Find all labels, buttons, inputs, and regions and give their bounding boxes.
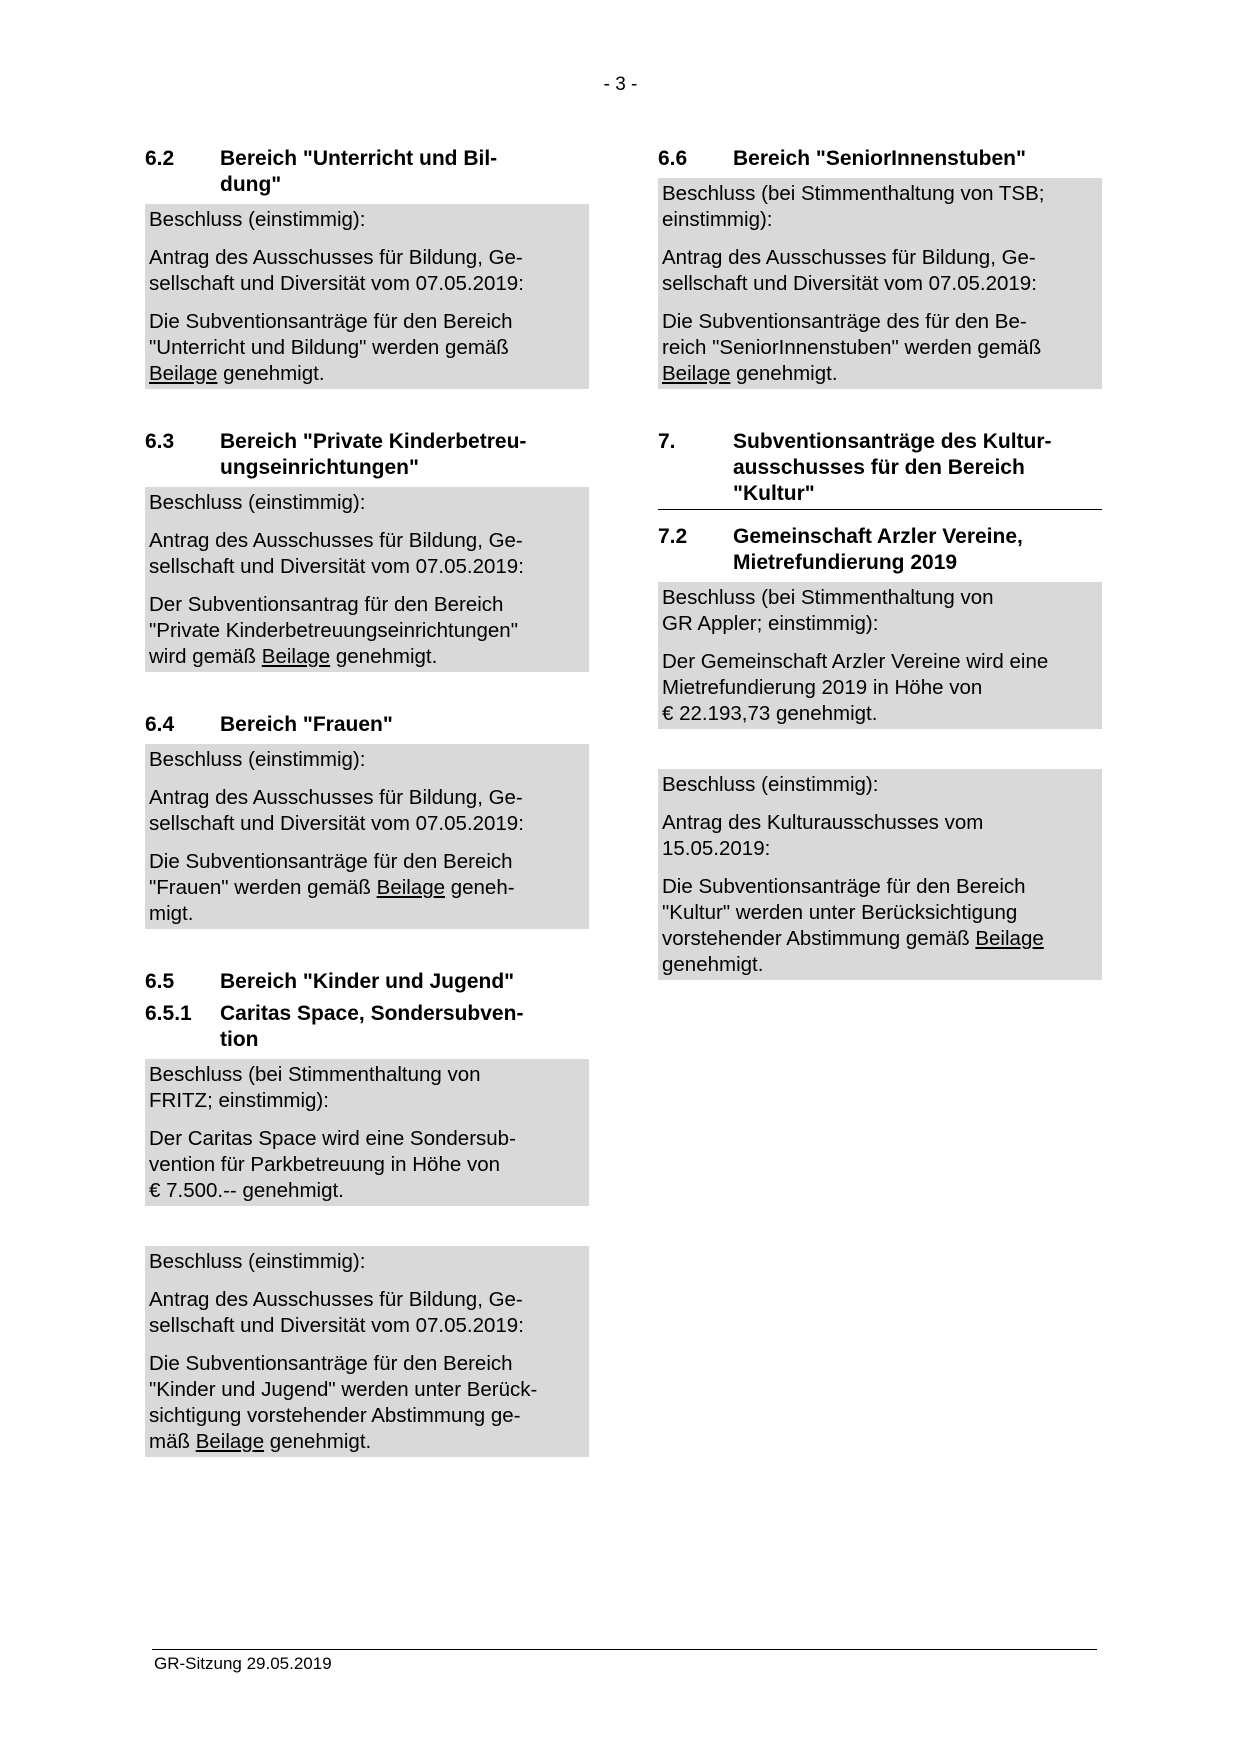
section-heading bbox=[658, 146, 1102, 172]
resolution-text: Der Gemeinschaft Arzler Vereine wird eine Mietrefundierung 2019 in Höhe von € 22.193,73 genehmigt. bbox=[662, 650, 1049, 725]
section-title: Bereich "Private Kinderbetreu- ungseinrichtungen" bbox=[220, 430, 527, 479]
section-number: 6.6 bbox=[658, 147, 688, 170]
resolution-text: Der Caritas Space wird eine Sondersub- vention für Parkbetreuung in Höhe von € 7.500.-- genehmigt. bbox=[149, 1127, 516, 1202]
beschluss-text: Beschluss (einstimmig): bbox=[149, 491, 366, 514]
section-heading bbox=[658, 429, 1102, 510]
resolution-text: Die Subventionsanträge für den Bereich "Unterricht und Bildung" werden gemäß Beilage genehmigt. bbox=[149, 310, 513, 385]
beilage-link[interactable]: Beilage bbox=[662, 362, 731, 385]
resolution-text: Die Subventionsanträge für den Bereich "Frauen" werden gemäß Beilage geneh- migt. bbox=[149, 850, 515, 925]
subsection-number: 6.5.1 bbox=[145, 1002, 192, 1025]
section-title: Subventionsanträge des Kultur- ausschusses für den Bereich "Kultur" bbox=[733, 430, 1052, 505]
antrag-text: Antrag des Ausschusses für Bildung, Ge- sellschaft und Diversität vom 07.05.2019: bbox=[149, 1288, 524, 1337]
beschluss-text: Beschluss (einstimmig): bbox=[149, 1250, 366, 1273]
section-6-6 bbox=[658, 146, 1102, 389]
beilage-link[interactable]: Beilage bbox=[195, 1430, 265, 1453]
decision-box bbox=[658, 582, 1102, 729]
section-number: 6.2 bbox=[145, 147, 175, 170]
antrag-text: Antrag des Ausschusses für Bildung, Ge- sellschaft und Diversität vom 07.05.2019: bbox=[149, 529, 524, 578]
subsection-heading bbox=[145, 1001, 589, 1053]
subsection-title: Caritas Space, Sondersubven- tion bbox=[220, 1002, 524, 1051]
section-7 bbox=[658, 429, 1102, 729]
beschluss-text: Beschluss (einstimmig): bbox=[149, 208, 366, 231]
section-title: Bereich "Unterricht und Bil- dung" bbox=[220, 147, 498, 196]
resolution-text: Der Subventionsantrag für den Bereich "Private Kinderbetreuungseinrichtungen" wird gemäß Beilage genehmigt. bbox=[149, 593, 518, 668]
section-heading bbox=[145, 146, 589, 198]
beschluss-text: Beschluss (einstimmig): bbox=[662, 773, 879, 796]
footer-text: GR-Sitzung 29.05.2019 bbox=[154, 1654, 332, 1673]
decision-box bbox=[658, 178, 1102, 389]
beilage-link[interactable]: Beilage bbox=[376, 876, 446, 899]
decision-box bbox=[145, 487, 589, 672]
section-6-2 bbox=[145, 146, 589, 389]
footer-divider bbox=[152, 1649, 1097, 1650]
subsection-heading bbox=[658, 524, 1102, 576]
section-number: 6.4 bbox=[145, 713, 175, 736]
page-number: - 3 - bbox=[603, 74, 638, 95]
right-column bbox=[658, 146, 1102, 1020]
antrag-text: Antrag des Ausschusses für Bildung, Ge- sellschaft und Diversität vom 07.05.2019: bbox=[662, 246, 1037, 295]
section-title: Bereich "SeniorInnenstuben" bbox=[733, 147, 1026, 170]
section-number: 6.5 bbox=[145, 970, 175, 993]
beschluss-text: Beschluss (bei Stimmenthaltung von GR Appler; einstimmig): bbox=[662, 586, 994, 635]
beschluss-text: Beschluss (bei Stimmenthaltung von TSB; einstimmig): bbox=[662, 182, 1045, 231]
section-7-overall bbox=[658, 769, 1102, 980]
decision-box bbox=[658, 769, 1102, 980]
section-title: Bereich "Kinder und Jugend" bbox=[220, 970, 515, 993]
section-heading bbox=[145, 429, 589, 481]
antrag-text: Antrag des Kulturausschusses vom 15.05.2019: bbox=[662, 811, 984, 860]
beschluss-text: Beschluss (einstimmig): bbox=[149, 748, 366, 771]
section-6-3 bbox=[145, 429, 589, 672]
section-6-4 bbox=[145, 712, 589, 929]
decision-box bbox=[145, 744, 589, 929]
subsection-number: 7.2 bbox=[658, 525, 688, 548]
beilage-link[interactable]: Beilage bbox=[149, 362, 218, 385]
section-6-5-overall bbox=[145, 1246, 589, 1457]
section-6-5 bbox=[145, 969, 589, 1206]
beschluss-text: Beschluss (bei Stimmenthaltung von FRITZ; einstimmig): bbox=[149, 1063, 481, 1112]
section-title: Bereich "Frauen" bbox=[220, 713, 393, 736]
antrag-text: Antrag des Ausschusses für Bildung, Ge- sellschaft und Diversität vom 07.05.2019: bbox=[149, 246, 524, 295]
decision-box bbox=[145, 1059, 589, 1206]
decision-box bbox=[145, 1246, 589, 1457]
section-number: 6.3 bbox=[145, 430, 175, 453]
section-heading bbox=[145, 969, 589, 995]
beilage-link[interactable]: Beilage bbox=[975, 927, 1044, 950]
section-heading bbox=[145, 712, 589, 738]
decision-box bbox=[145, 204, 589, 389]
section-number: 7. bbox=[658, 430, 676, 453]
resolution-text: Die Subventionsanträge für den Bereich "Kinder und Jugend" werden unter Berück- sichtigung vorstehender Abstimmung ge- mäß Beilage genehmigt. bbox=[149, 1352, 538, 1453]
subsection-title: Gemeinschaft Arzler Vereine, Mietrefundierung 2019 bbox=[733, 525, 1023, 574]
left-column bbox=[145, 146, 589, 1497]
beilage-link[interactable]: Beilage bbox=[261, 645, 331, 668]
antrag-text: Antrag des Ausschusses für Bildung, Ge- sellschaft und Diversität vom 07.05.2019: bbox=[149, 786, 524, 835]
resolution-text: Die Subventionsanträge für den Bereich "Kultur" werden unter Berücksichtigung vorstehender Abstimmung gemäß Beilage genehmigt. bbox=[662, 875, 1044, 976]
resolution-text: Die Subventionsanträge des für den Be- reich "SeniorInnenstuben" werden gemäß Beilage genehmigt. bbox=[662, 310, 1042, 385]
